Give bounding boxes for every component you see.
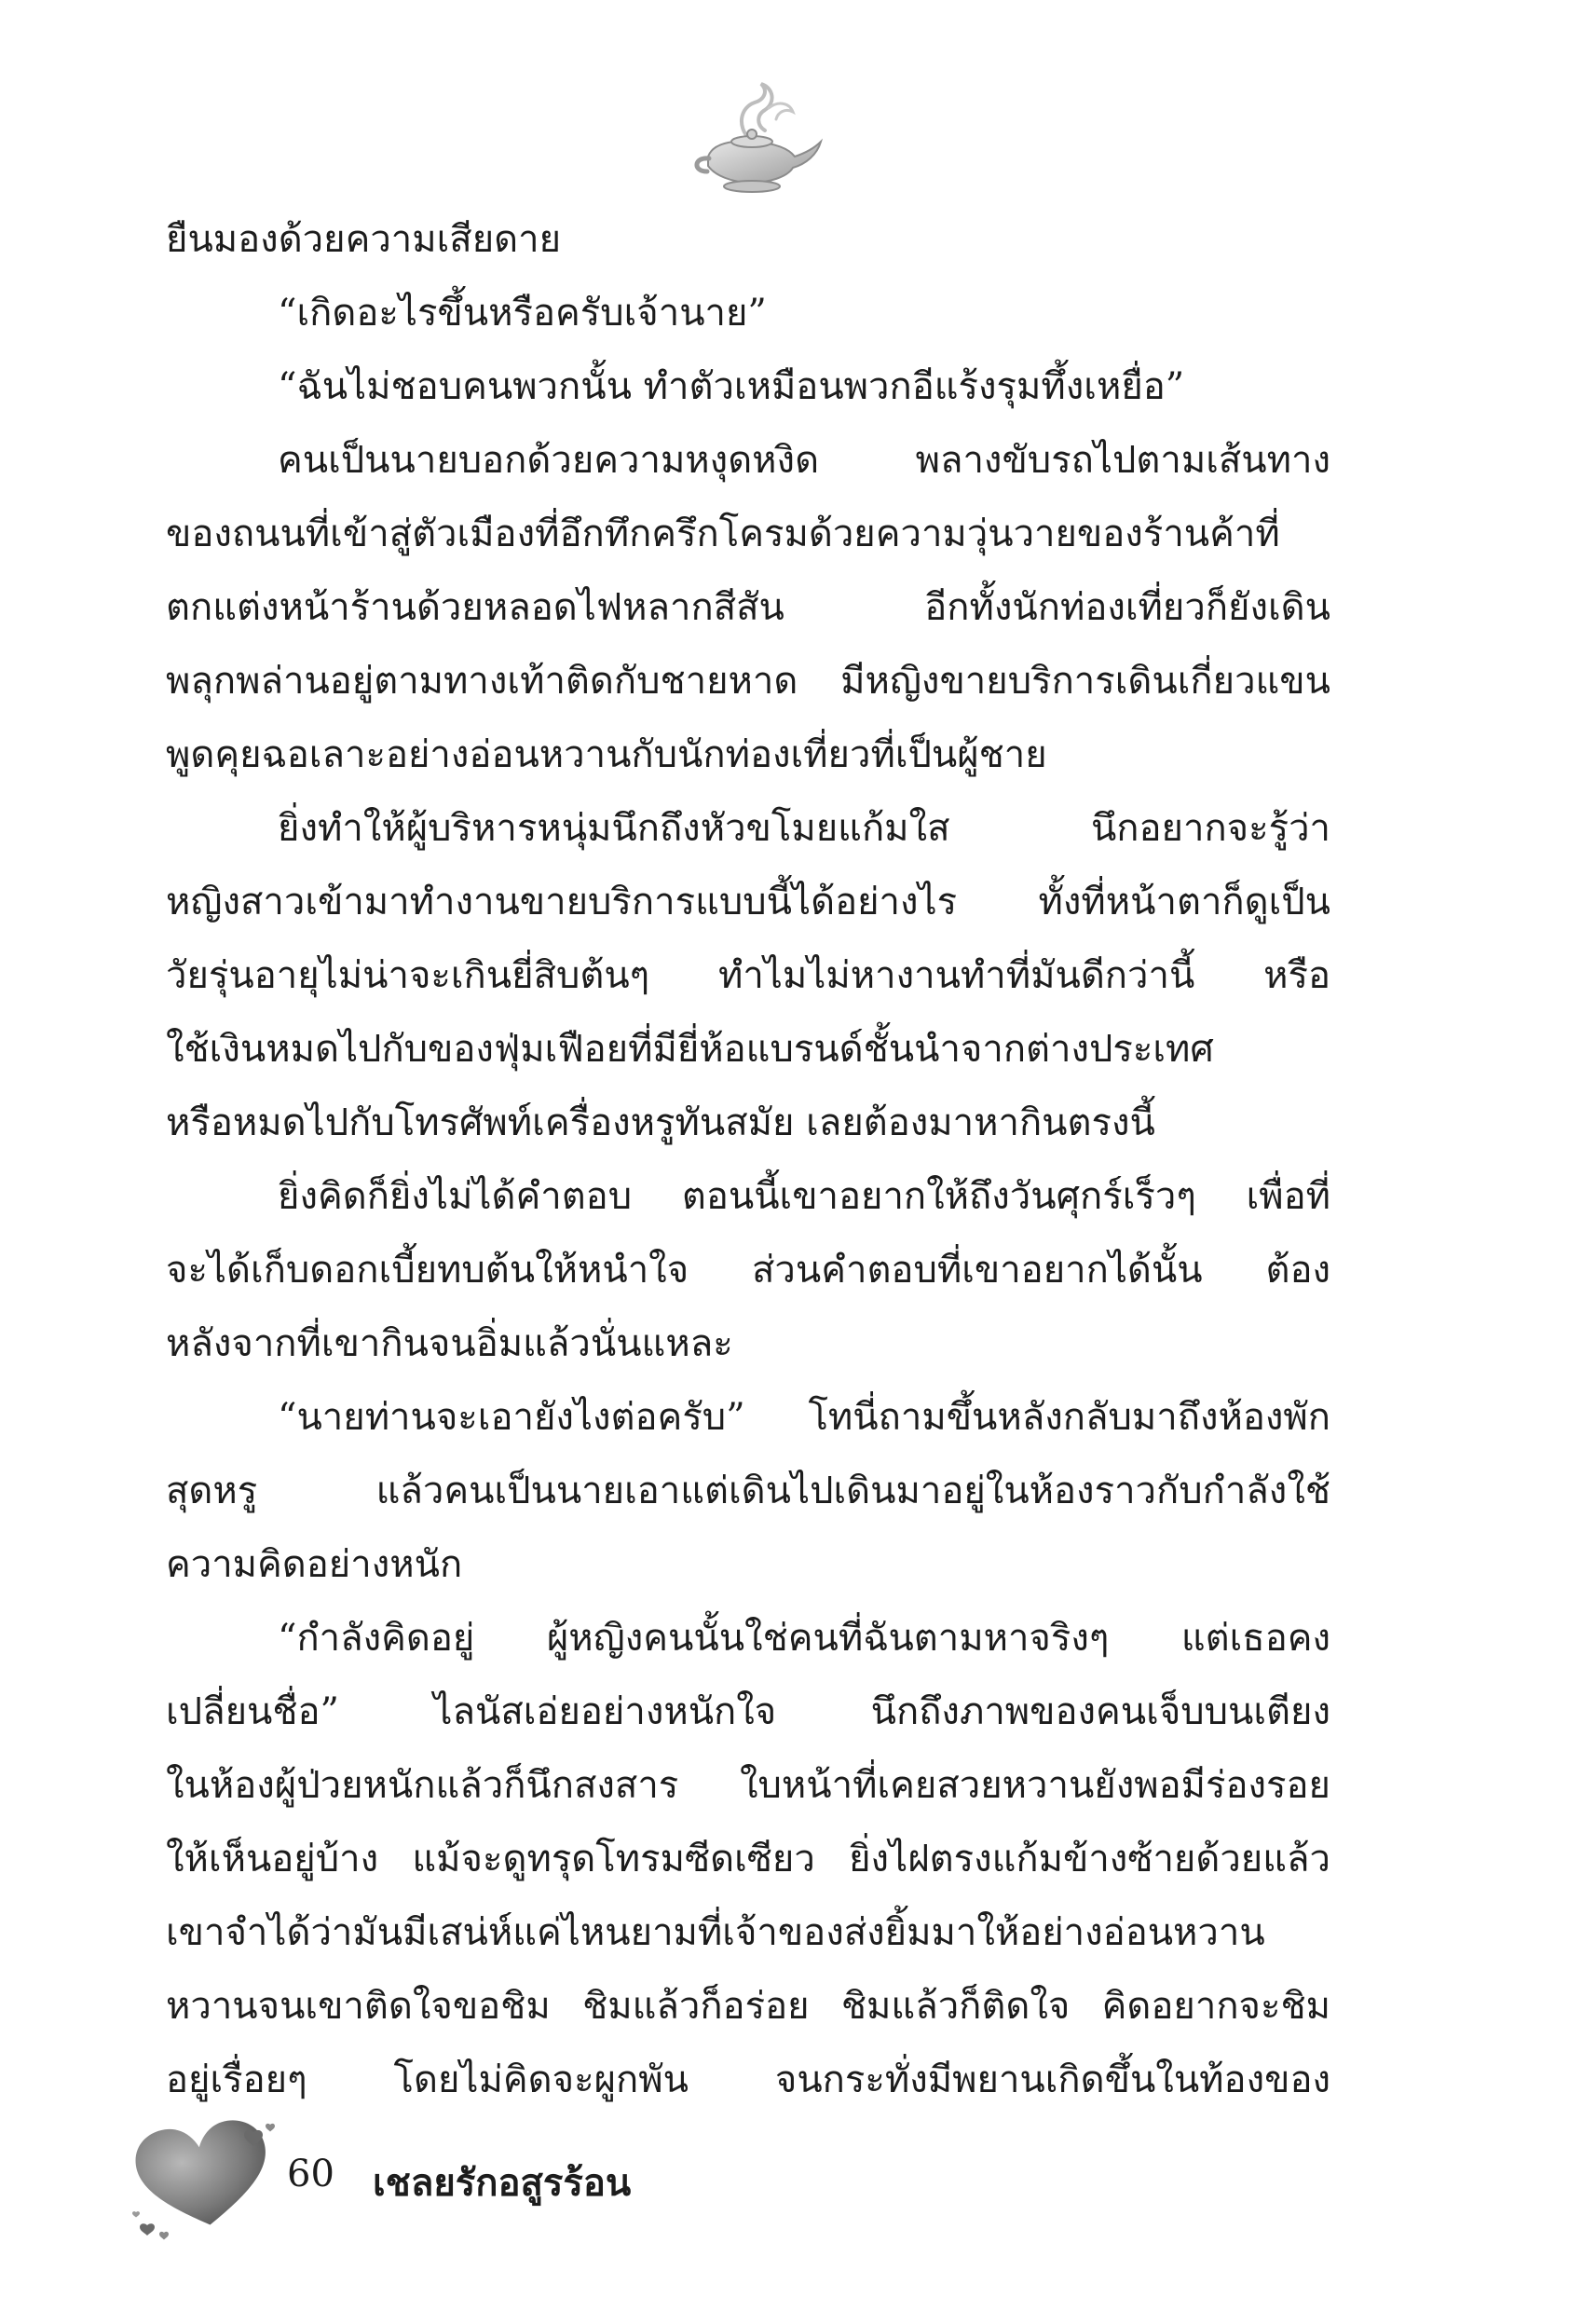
text-line: พลุกพล่านอยู่ตามทางเท้าติดกับชายหาด มีหญิงขายบริการเดินเกี่ยวแขน bbox=[166, 660, 1330, 703]
text-line: ยิ่งทำให้ผู้บริหารหนุ่มนึกถึงหัวขโมยแก้มใส นึกอยากจะรู้ว่า bbox=[278, 807, 1330, 850]
book-title: เชลยรักอสูรร้อน bbox=[373, 2162, 632, 2205]
text-line: ความคิดอย่างหนัก bbox=[166, 1543, 463, 1586]
text-line: อยู่เรื่อยๆ โดยไม่คิดจะผูกพัน จนกระทั่งมีพยานเกิดขึ้นในท้องของ bbox=[166, 2058, 1330, 2101]
text-line: เขาจำได้ว่ามันมีเสน่ห์แค่ไหนยามที่เจ้าของส่งยิ้มมาให้อย่างอ่อนหวาน bbox=[166, 1911, 1265, 1954]
text-line: “เกิดอะไรขึ้นหรือครับเจ้านาย” bbox=[278, 292, 767, 335]
text-line: วัยรุ่นอายุไม่น่าจะเกินยี่สิบต้นๆ ทำไมไม่หางานทำที่มันดีกว่านี้ หรือ bbox=[166, 954, 1330, 997]
text-line: ให้เห็นอยู่บ้าง แม้จะดูทรุดโทรมซีดเซียว ยิ่งไฝตรงแก้มข้างซ้ายด้วยแล้ว bbox=[166, 1838, 1330, 1880]
text-line: พูดคุยฉอเลาะอย่างอ่อนหวานกับนักท่องเที่ยวที่เป็นผู้ชาย bbox=[166, 733, 1047, 776]
body-text bbox=[166, 203, 1330, 2117]
text-line: เปลี่ยนชื่อ” ไลนัสเอ่ยอย่างหนักใจ นึกถึงภาพของคนเจ็บบนเตียง bbox=[166, 1690, 1330, 1733]
text-line: “นายท่านจะเอายังไงต่อครับ” โทนี่ถามขึ้นหลังกลับมาถึงห้องพัก bbox=[278, 1396, 1330, 1439]
text-line: หญิงสาวเข้ามาทำงานขายบริการแบบนี้ได้อย่างไร ทั้งที่หน้าตาก็ดูเป็น bbox=[166, 881, 1330, 923]
text-line: “ฉันไม่ชอบคนพวกนั้น ทำตัวเหมือนพวกอีแร้งรุมทึ้งเหยื่อ” bbox=[278, 365, 1185, 408]
text-line: หวานจนเขาติดใจขอชิม ชิมแล้วก็อร่อย ชิมแล้วก็ติดใจ คิดอยากจะชิม bbox=[166, 1985, 1330, 2028]
text-line: ในห้องผู้ป่วยหนักแล้วก็นึกสงสาร ใบหน้าที่เคยสวยหวานยังพอมีร่องรอย bbox=[166, 1764, 1330, 1807]
text-line: จะได้เก็บดอกเบี้ยทบต้นให้หนำใจ ส่วนคำตอบที่เขาอยากได้นั้น ต้อง bbox=[166, 1249, 1330, 1292]
text-line: ใช้เงินหมดไปกับของฟุ่มเฟือยที่มียี่ห้อแบรนด์ชั้นนำจากต่างประเทศ bbox=[166, 1028, 1214, 1071]
text-line: หรือหมดไปกับโทรศัพท์เครื่องหรูทันสมัย เลยต้องมาหากินตรงนี้ bbox=[166, 1101, 1155, 1144]
page-footer bbox=[130, 2115, 783, 2246]
heart-icon bbox=[130, 2115, 289, 2246]
text-line: ตกแต่งหน้าร้านด้วยหลอดไฟหลากสีสัน อีกทั้งนักท่องเที่ยวก็ยังเดิน bbox=[166, 586, 1330, 629]
text-line: หลังจากที่เขากินจนอิ่มแล้วนั่นแหละ bbox=[166, 1322, 733, 1365]
text-line: คนเป็นนายบอกด้วยความหงุดหงิด พลางขับรถไปตามเส้นทาง bbox=[278, 439, 1330, 482]
text-line: ยิ่งคิดก็ยิ่งไม่ได้คำตอบ ตอนนี้เขาอยากให้ถึงวันศุกร์เร็วๆ เพื่อที่ bbox=[278, 1175, 1330, 1218]
text-line: ของถนนที่เข้าสู่ตัวเมืองที่อึกทึกครึกโครมด้วยความวุ่นวายของร้านค้าที่ bbox=[166, 513, 1280, 555]
text-line: “กำลังคิดอยู่ ผู้หญิงคนนั้นใช่คนที่ฉันตามหาจริงๆ แต่เธอคง bbox=[278, 1617, 1330, 1660]
page-number: 60 bbox=[287, 2153, 334, 2195]
text-line: ยืนมองด้วยความเสียดาย bbox=[166, 218, 562, 261]
text-line: สุดหรู แล้วคนเป็นนายเอาแต่เดินไปเดินมาอยู่ในห้องราวกับกำลังใช้ bbox=[166, 1470, 1330, 1512]
magic-lamp-icon bbox=[685, 75, 825, 196]
